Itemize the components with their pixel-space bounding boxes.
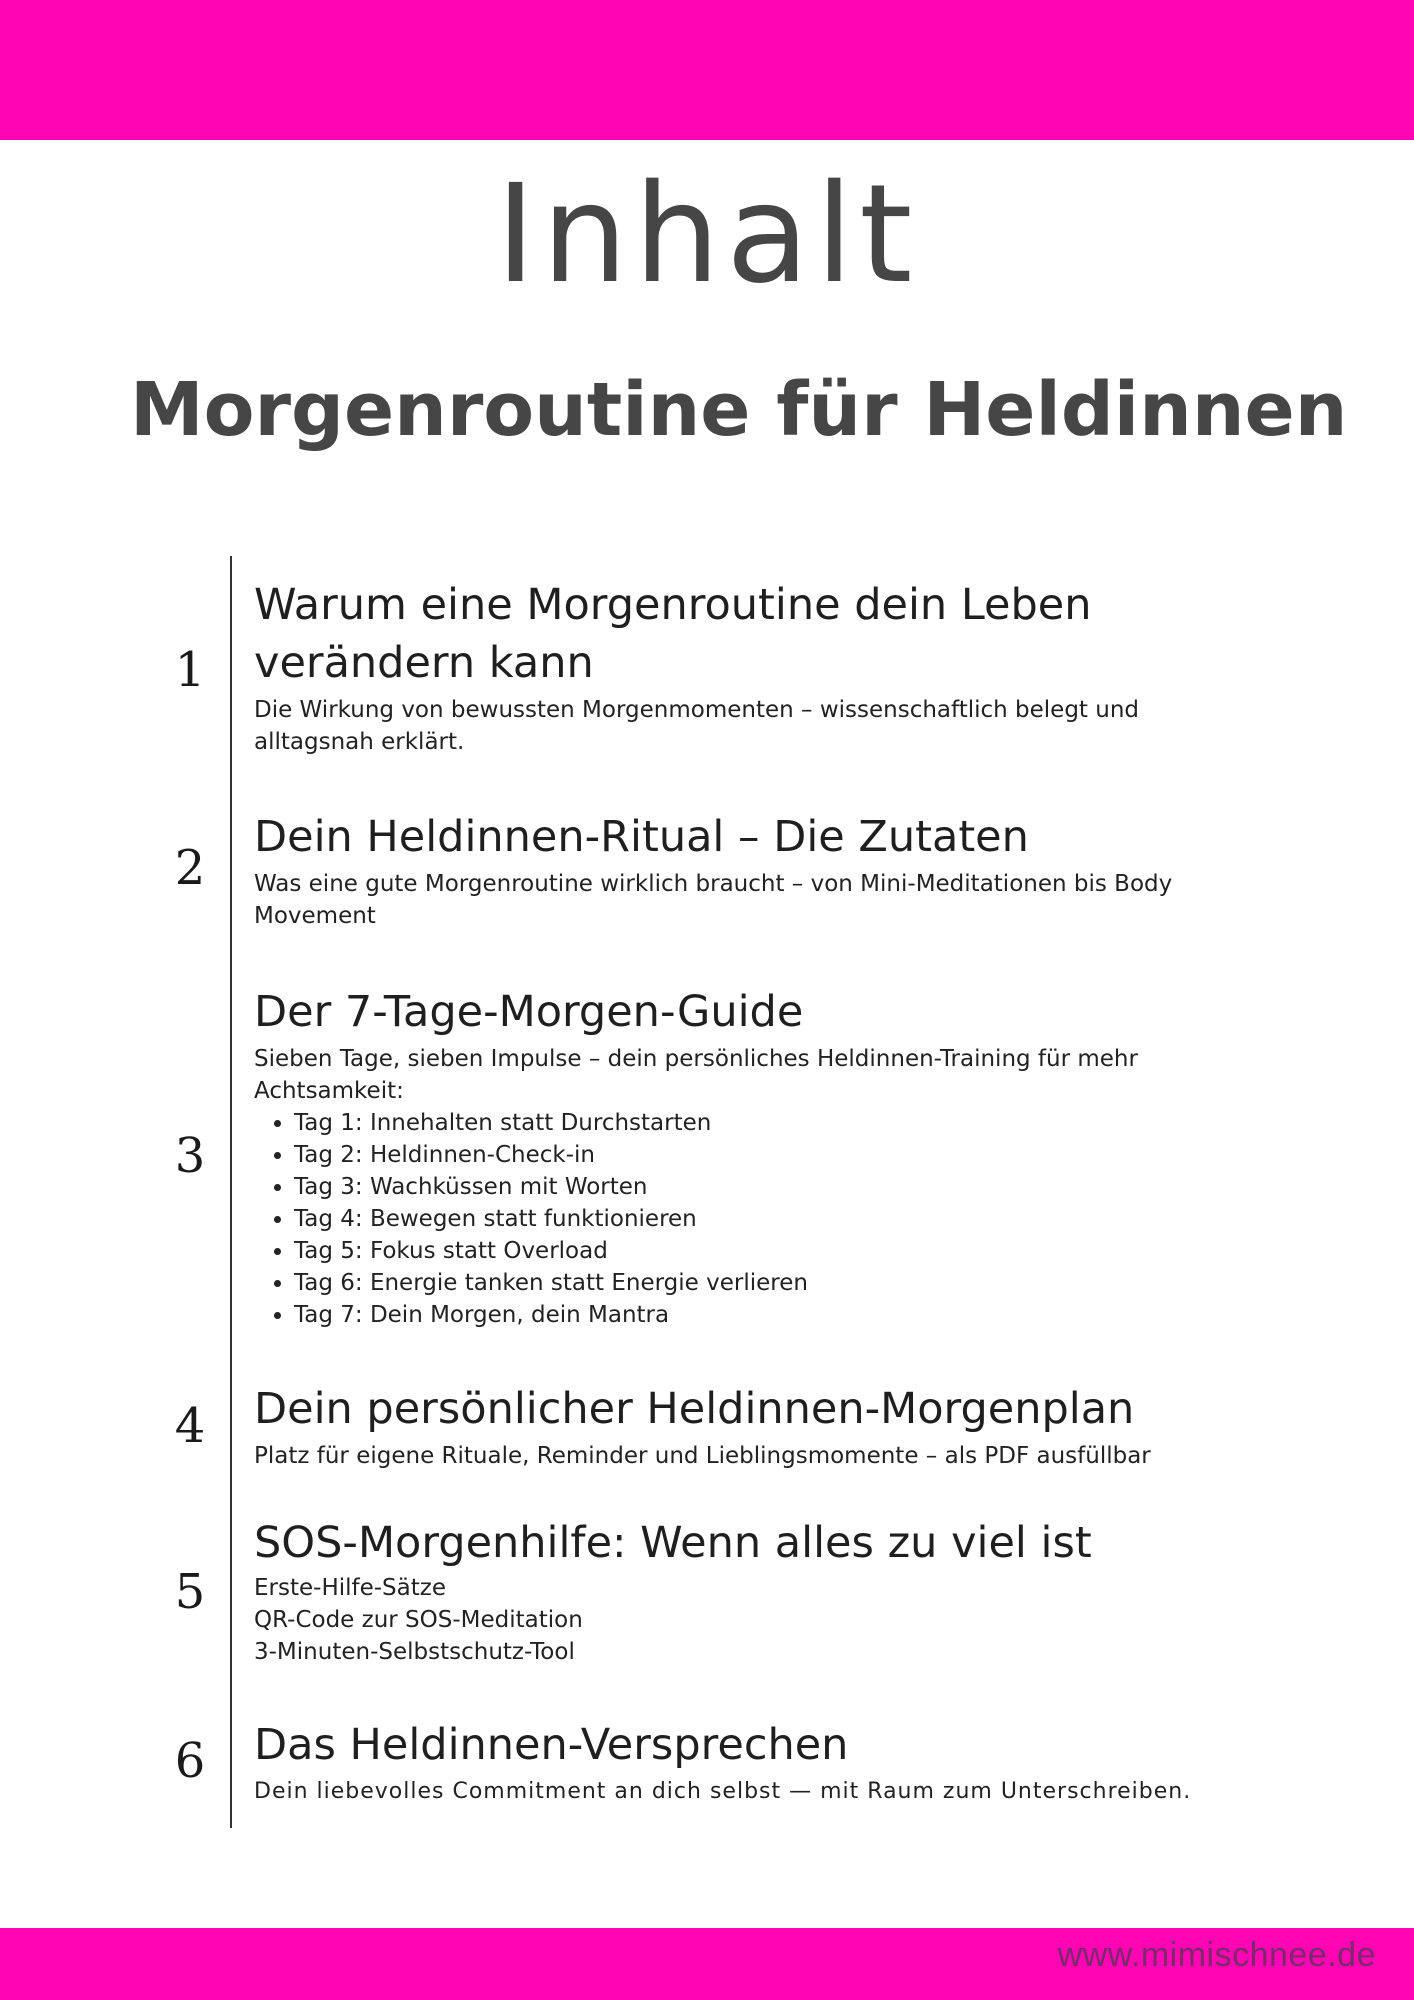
section-line: 3-Minuten-Selbstschutz-Tool <box>254 1639 575 1665</box>
list-item: • Tag 4: Bewegen statt funktionieren <box>294 1203 1254 1235</box>
section-line: Erste-Hilfe-Sätze <box>254 1575 446 1601</box>
section-description-1: Die Wirkung von bewussten Morgenmomenten – wissenschaftlich belegt und alltagsnah erklärt. <box>254 697 1140 755</box>
section-number-2: 2 <box>174 840 206 896</box>
section-description-4: Platz für eigene Rituale, Reminder und Lieblingsmomente – als PDF ausfüllbar <box>254 1443 1151 1469</box>
toc-entry-5[interactable] <box>254 1514 1254 1668</box>
section-title-3: Der 7-Tage-Morgen-Guide <box>254 987 804 1037</box>
section-number-1: 1 <box>174 642 206 698</box>
toc-divider-line <box>230 556 232 1828</box>
section-number-3: 3 <box>174 1128 206 1184</box>
list-item: • Tag 2: Heldinnen-Check-in <box>294 1139 1254 1171</box>
day-list <box>254 1107 1254 1331</box>
page-subtitle: Morgenroutine für Heldinnen <box>130 367 1348 453</box>
section-number-5: 5 <box>174 1564 206 1620</box>
toc-entry-4[interactable] <box>254 1380 1254 1472</box>
list-item: • Tag 5: Fokus statt Overload <box>294 1235 1254 1267</box>
section-title-2: Dein Heldinnen-Ritual – Die Zutaten <box>254 812 1029 862</box>
section-description-6: Dein liebevolles Commitment an dich selbst — mit Raum zum Unterschreiben. <box>254 1779 1192 1804</box>
toc-entry-2[interactable] <box>254 808 1254 932</box>
section-title-4: Dein persönlicher Heldinnen-Morgenplan <box>254 1384 1135 1434</box>
list-item: • Tag 1: Innehalten statt Durchstarten <box>294 1107 1254 1139</box>
list-item: • Tag 3: Wachküssen mit Worten <box>294 1171 1254 1203</box>
list-item: • Tag 6: Energie tanken statt Energie verlieren <box>294 1267 1254 1299</box>
toc-entry-3[interactable] <box>254 983 1254 1331</box>
page-title: Inhalt <box>495 156 919 314</box>
top-accent-band <box>0 0 1414 140</box>
toc-entry-6[interactable] <box>254 1716 1254 1808</box>
footer-website-link[interactable]: www.mimischnee.de <box>1057 1936 1376 1974</box>
section-number-4: 4 <box>174 1398 206 1454</box>
section-number-6: 6 <box>174 1733 206 1789</box>
toc-entry-1[interactable] <box>254 576 1254 758</box>
section-description-3: Sieben Tage, sieben Impulse – dein persönliches Heldinnen-Training für mehr Achtsamkeit: <box>254 1046 1138 1104</box>
section-title-5: SOS-Morgenhilfe: Wenn alles zu viel ist <box>254 1518 1092 1568</box>
section-description-2: Was eine gute Morgenroutine wirklich braucht – von Mini-Meditationen bis Body Movement <box>254 871 1173 929</box>
section-title-1: Warum eine Morgenroutine dein Leben verändern kann <box>254 580 1092 688</box>
section-title-6: Das Heldinnen-Versprechen <box>254 1720 849 1770</box>
section-line: QR-Code zur SOS-Meditation <box>254 1607 583 1633</box>
list-item: • Tag 7: Dein Morgen, dein Mantra <box>294 1299 1254 1331</box>
